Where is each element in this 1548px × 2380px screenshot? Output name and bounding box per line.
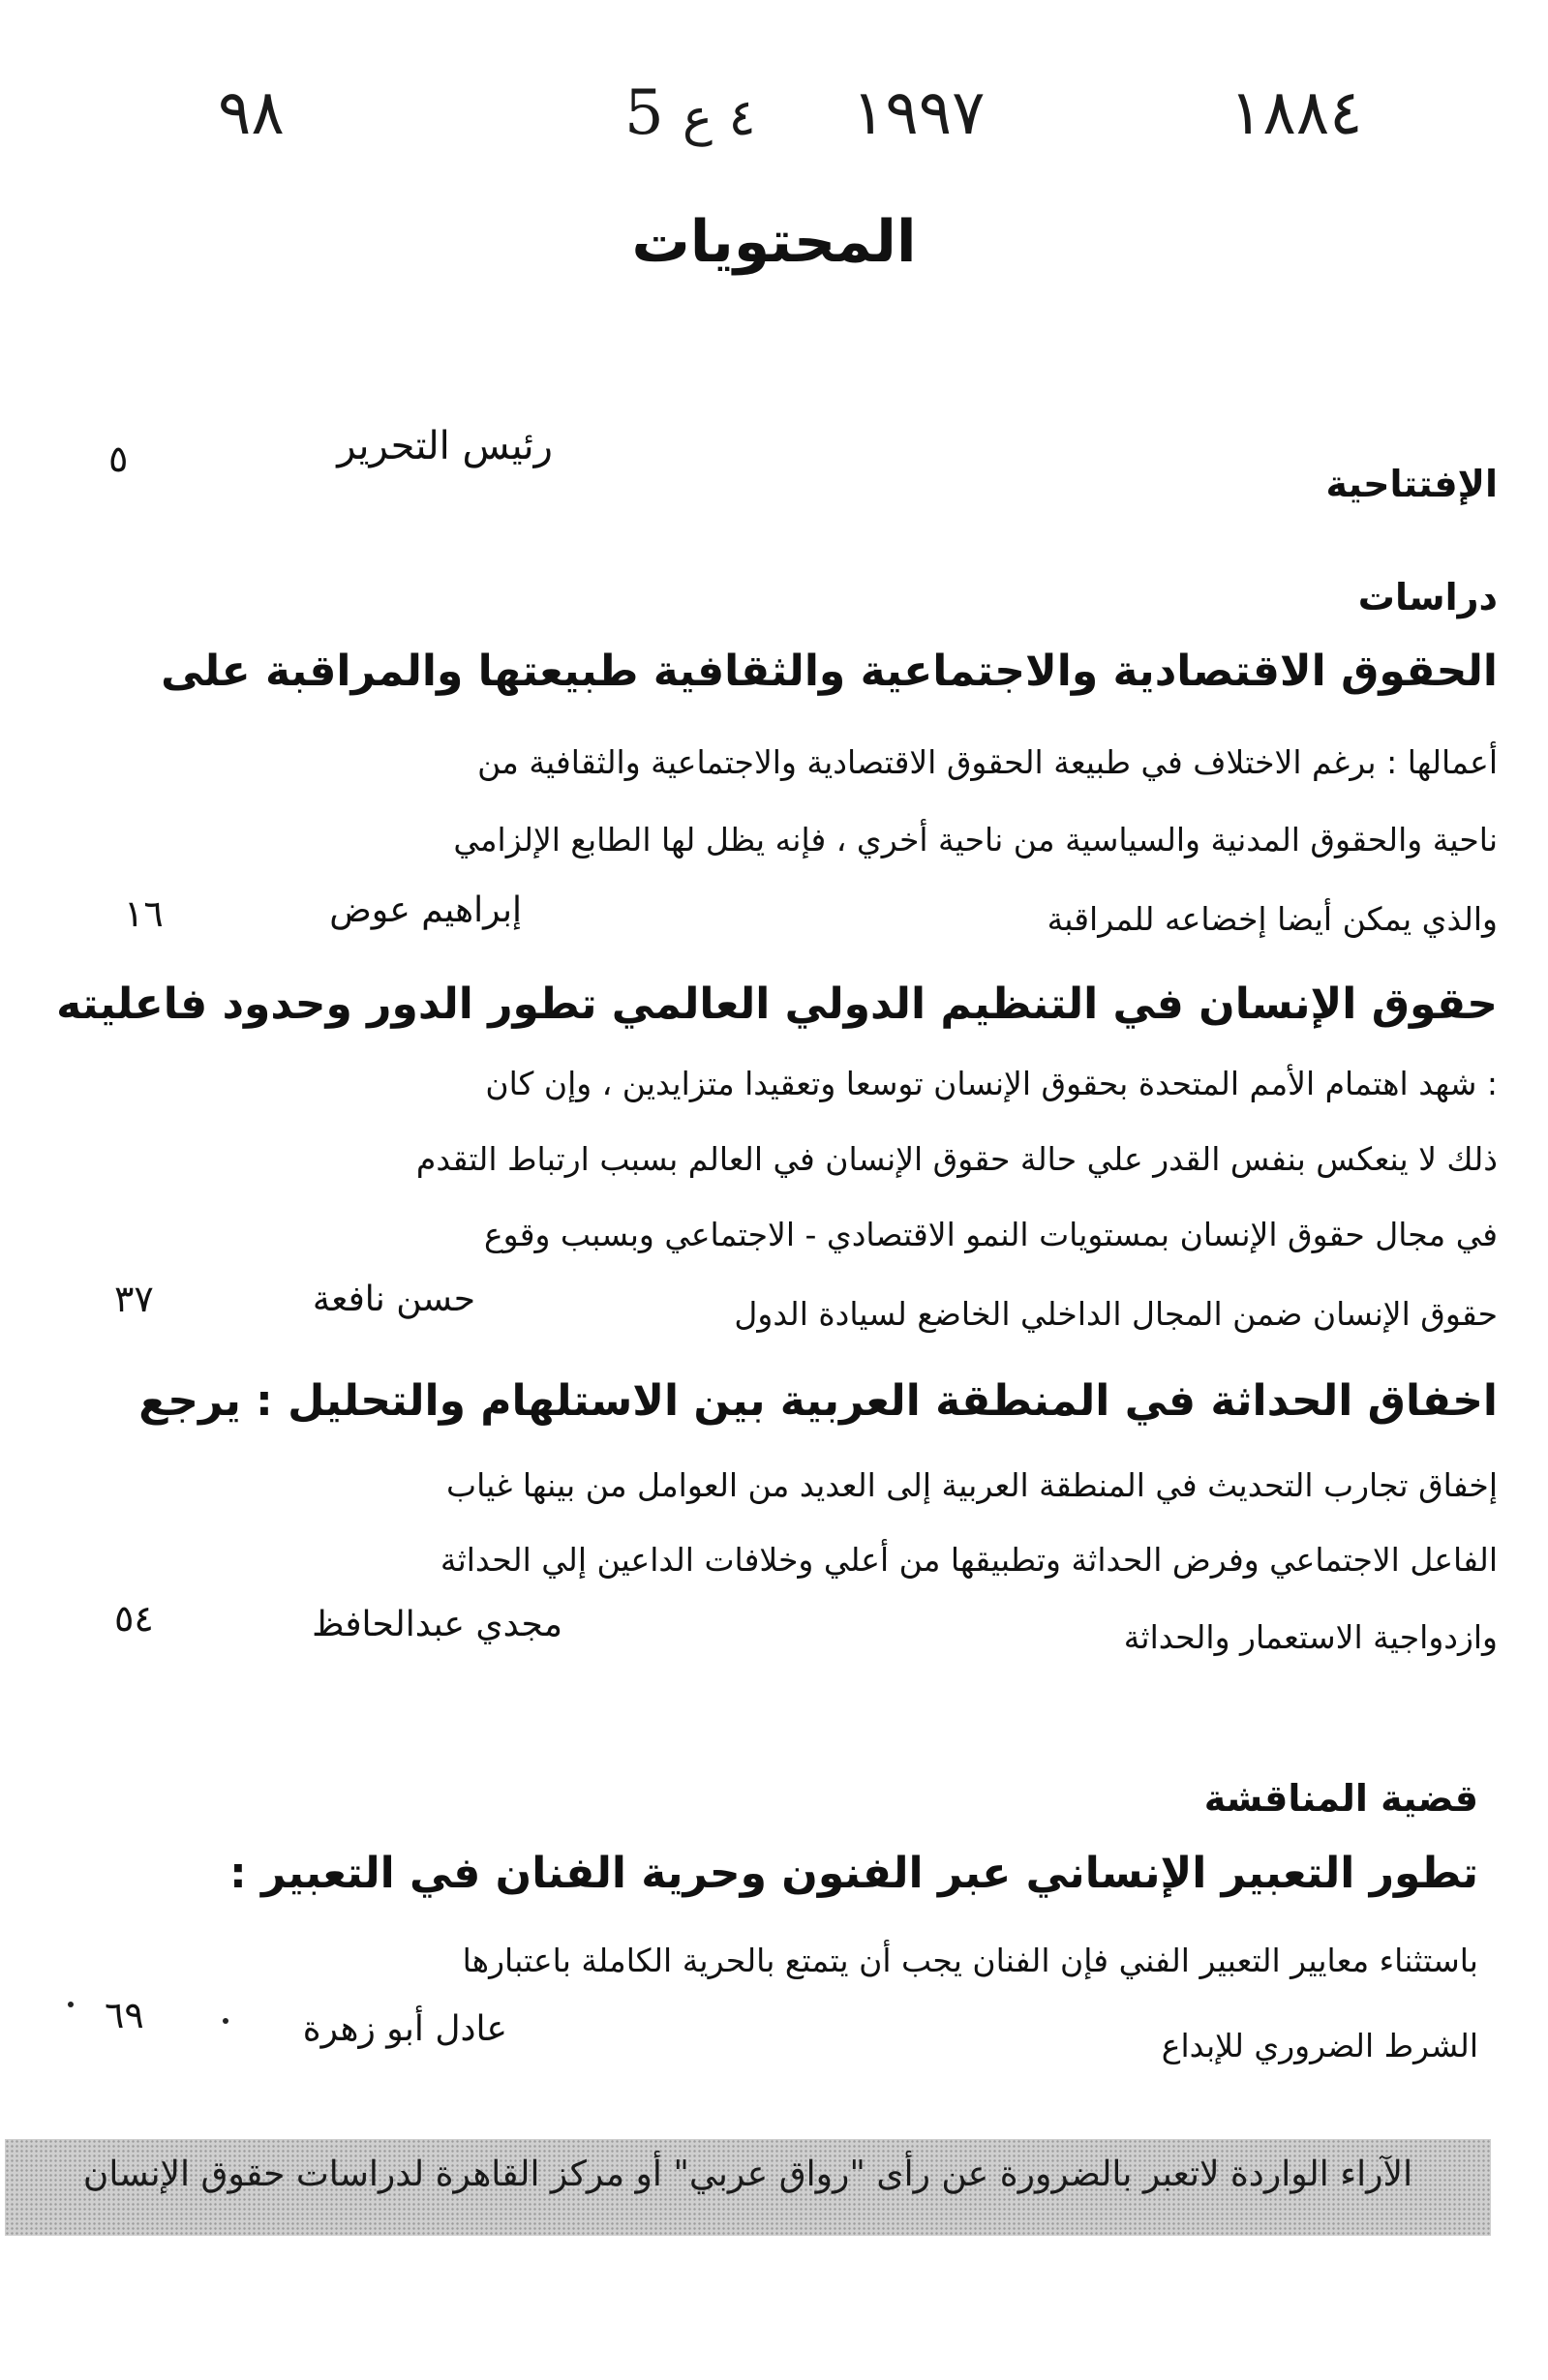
- article-2-abstract-line: : شهد اهتمام الأمم المتحدة بحقوق الإنسان توسعا وتعقيدا متزايدين ، وإن كان: [485, 1065, 1498, 1102]
- article-2-title: حقوق الإنسان في التنظيم الدولي العالمي تطور الدور وحدود فاعليته: [56, 979, 1498, 1029]
- scan-speck: [68, 2002, 74, 2007]
- article-1-abstract-line: أعمالها : برغم الاختلاف في طبيعة الحقوق الاقتصادية والاجتماعية والثقافية من: [477, 743, 1498, 781]
- page-title: المحتويات: [631, 208, 917, 276]
- section-discussion: قضية المناقشة: [1203, 1777, 1478, 1820]
- article-1-abstract-line: والذي يمكن أيضا إخضاعه للمراقبة: [1047, 900, 1498, 938]
- discussion-author: عادل أبو زهرة: [302, 2009, 507, 2049]
- article-1-abstract-line: ناحية والحقوق المدنية والسياسية من ناحية أخري ، فإنه يظل لها الطابع الإلزامي: [453, 821, 1498, 859]
- section-studies: دراسات: [1357, 576, 1498, 618]
- editorial-author: رئيس التحرير: [337, 424, 553, 468]
- discussion-abstract-line: الشرط الضروري للإبداع: [1161, 2027, 1478, 2064]
- footer-disclaimer-band: [5, 2139, 1491, 2236]
- section-editorial: الإفتتاحية: [1325, 463, 1498, 505]
- article-2-abstract-line: في مجال حقوق الإنسان بمستويات النمو الاقتصادي - الاجتماعي وبسبب وقوع: [483, 1216, 1498, 1253]
- handwritten-catalog-number: ١٨٨٤: [1229, 77, 1363, 149]
- footer-disclaimer: الآراء الواردة لاتعبر بالضرورة عن رأى "رواق عربي" أو مركز القاهرة لدراسات حقوق الإنسان: [82, 2154, 1413, 2194]
- article-3-abstract-line: الفاعل الاجتماعي وفرض الحداثة وتطبيقها من أعلي وخلافات الداعين إلي الحداثة: [440, 1541, 1498, 1579]
- discussion-title: تطور التعبير الإنساني عبر الفنون وحرية الفنان في التعبير :: [229, 1849, 1478, 1898]
- handwritten-page-number: ٩٨: [218, 77, 285, 149]
- article-3-abstract-line: وازدواجية الاستعمار والحداثة: [1123, 1618, 1498, 1656]
- article-2-abstract-line: حقوق الإنسان ضمن المجال الداخلي الخاضع لسيادة الدول: [734, 1295, 1498, 1333]
- article-2-author: حسن نافعة: [312, 1280, 475, 1319]
- discussion-abstract-line: باستثناء معايير التعبير الفني فإن الفنان يجب أن يتمتع بالحرية الكاملة باعتبارها: [462, 1942, 1478, 1979]
- article-3-page-number: ٥٤: [114, 1597, 154, 1640]
- scan-speck: [223, 2018, 228, 2024]
- handwritten-year: ١٩٩٧: [852, 77, 986, 149]
- article-1-page-number: ١٦: [124, 892, 164, 935]
- article-1-author: إبراهيم عوض: [329, 890, 522, 930]
- editorial-page-number: ٥: [108, 437, 129, 480]
- article-3-author: مجدي عبدالحافظ: [312, 1605, 562, 1644]
- article-2-abstract-line: ذلك لا ينعكس بنفس القدر علي حالة حقوق الإنسان في العالم بسبب ارتباط التقدم: [415, 1140, 1498, 1178]
- article-1-title: الحقوق الاقتصادية والاجتماعية والثقافية طبيعتها والمراقبة على: [161, 647, 1498, 696]
- article-3-abstract-line: إخفاق تجارب التحديث في المنطقة العربية إلى العديد من العوامل من بينها غياب: [446, 1466, 1498, 1504]
- article-3-title: اخفاق الحداثة في المنطقة العربية بين الاستلهام والتحليل : يرجع: [138, 1376, 1498, 1426]
- handwritten-issue-digit: 5: [624, 77, 664, 149]
- handwritten-issue: ٤ ع: [683, 89, 756, 147]
- discussion-page-number: ٦٩: [105, 1994, 144, 2036]
- article-2-page-number: ٣٧: [114, 1278, 154, 1320]
